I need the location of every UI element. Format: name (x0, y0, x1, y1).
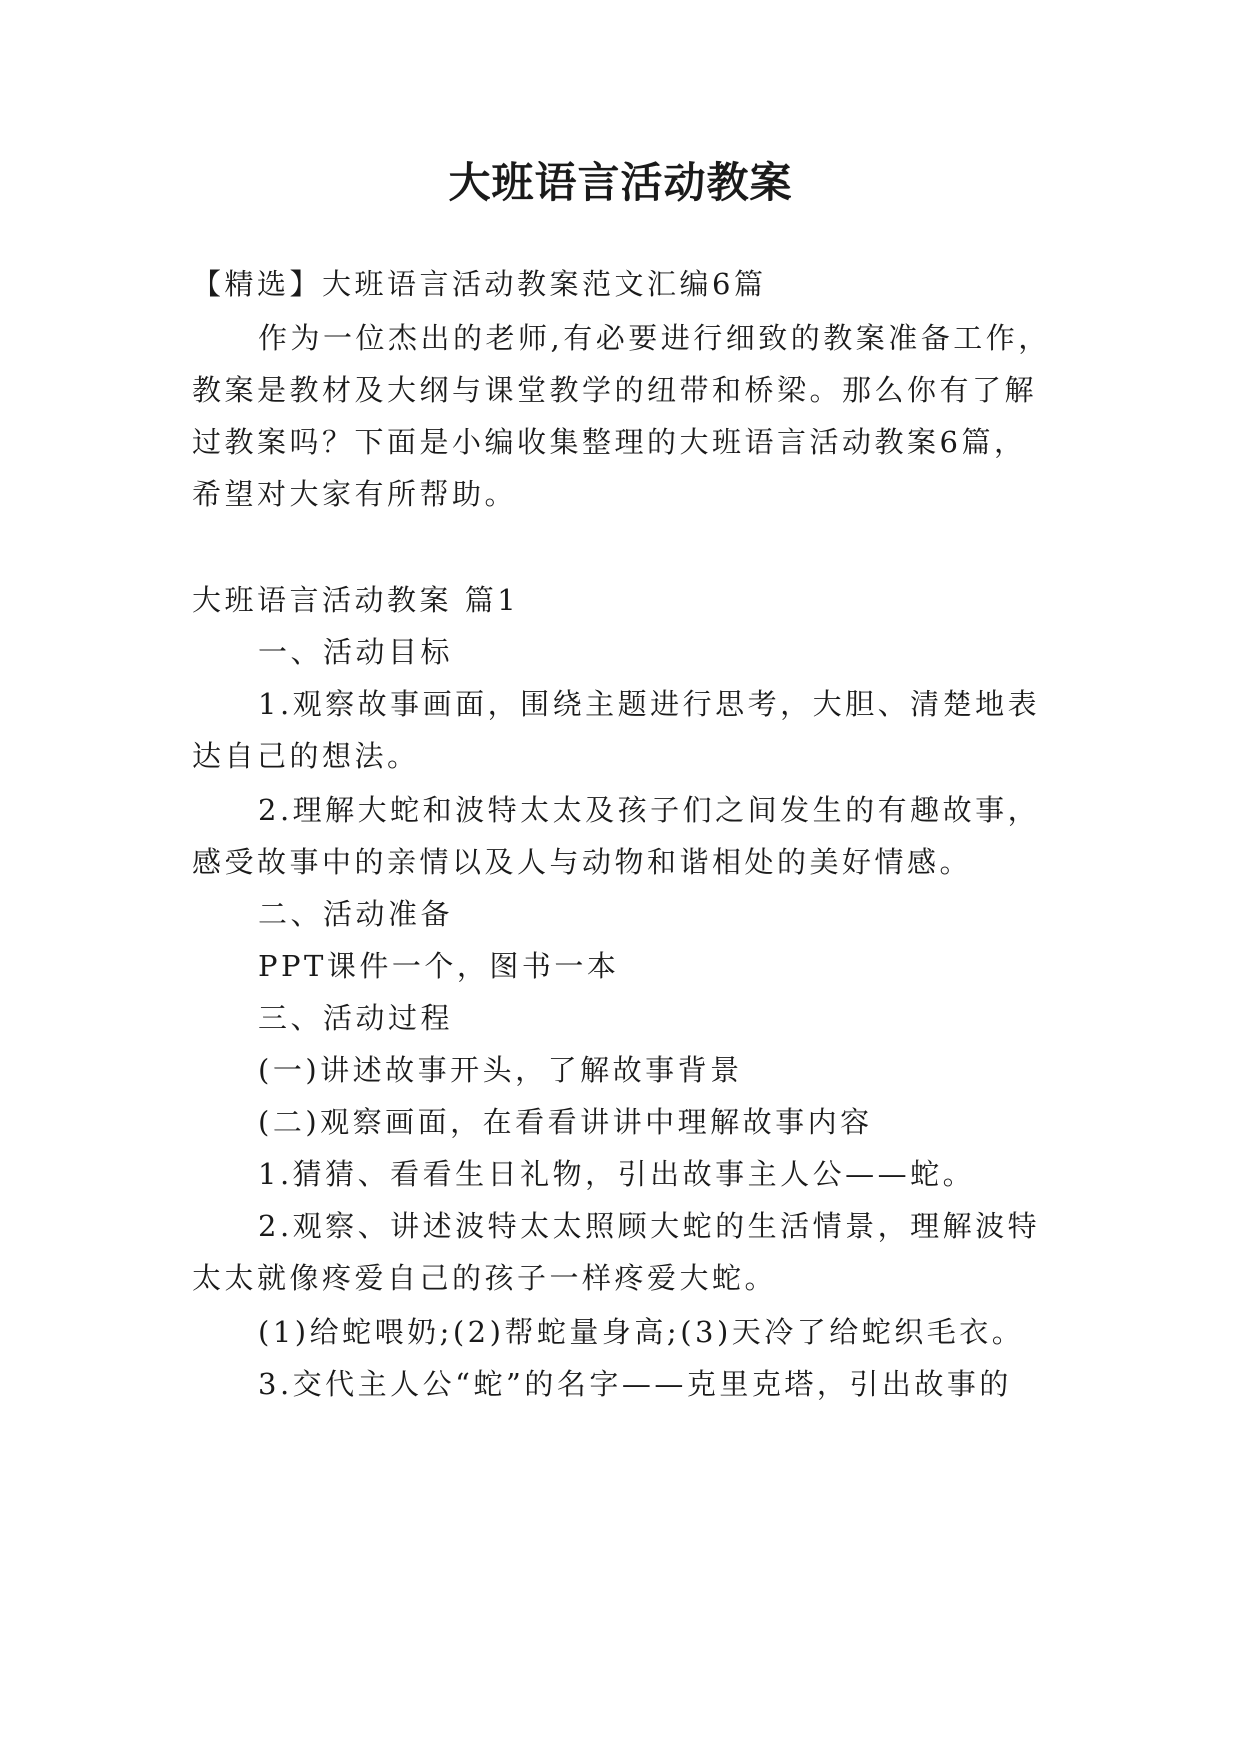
paragraph-line: 感受故事中的亲情以及人与动物和谐相处的美好情感。 (192, 845, 973, 879)
paragraph-line: 希望对大家有所帮助。 (192, 477, 518, 511)
paragraph-line: 作为一位杰出的老师,有必要进行细致的教案准备工作， (258, 321, 1051, 355)
subheading-line: 三、活动过程 (258, 1001, 454, 1035)
paragraph-line: (二)观察画面，在看看讲讲中理解故事内容 (258, 1105, 873, 1139)
paragraph-line: 2.观察、讲述波特太太照顾大蛇的生活情景，理解波特 (258, 1209, 1041, 1243)
paragraph-line: 1.猜猜、看看生日礼物，引出故事主人公——蛇。 (258, 1157, 976, 1191)
subheading-line: 一、活动目标 (258, 635, 454, 669)
paragraph-line: 教案是教材及大纲与课堂教学的纽带和桥梁。那么你有了解 (192, 373, 1038, 407)
paragraph-line: 3.交代主人公“蛇”的名字——克里克塔，引出故事的 (258, 1367, 1012, 1401)
paragraph-line: (1)给蛇喂奶;(2)帮蛇量身高;(3)天冷了给蛇织毛衣。 (258, 1315, 1025, 1349)
paragraph-line: 1.观察故事画面，围绕主题进行思考，大胆、清楚地表 (258, 687, 1041, 721)
paragraph-line: 达自己的想法。 (192, 739, 420, 773)
paragraph-line: 2.理解大蛇和波特太太及孩子们之间发生的有趣故事， (258, 793, 1041, 827)
section-heading: 大班语言活动教案 篇1 (192, 583, 520, 617)
document-title: 大班语言活动教案 (448, 158, 793, 207)
paragraph-line: PPT课件一个，图书一本 (258, 949, 620, 983)
subheading-line: 二、活动准备 (258, 897, 454, 931)
paragraph-line: (一)讲述故事开头，了解故事背景 (258, 1053, 743, 1087)
paragraph-line: 过教案吗？下面是小编收集整理的大班语言活动教案6篇， (192, 425, 1027, 459)
subtitle-line: 【精选】大班语言活动教案范文汇编6篇 (192, 267, 767, 301)
paragraph-line: 太太就像疼爱自己的孩子一样疼爱大蛇。 (192, 1261, 778, 1295)
